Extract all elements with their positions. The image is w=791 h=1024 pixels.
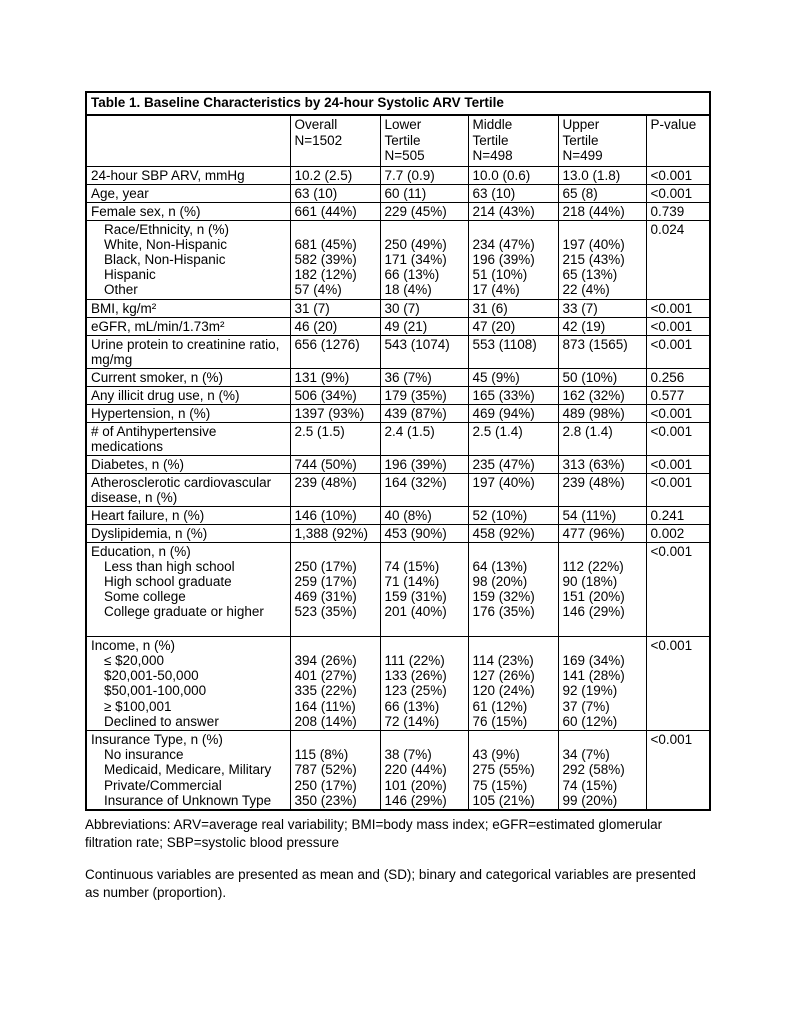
row-label: Atherosclerotic cardiovascular disease, n (%)	[86, 473, 290, 506]
group-item-value: 74 (15%)	[384, 558, 440, 574]
group-item-label: ≤ $20,000	[104, 652, 164, 668]
group-item-value: 215 (43%)	[562, 251, 625, 267]
cell-value: 313 (63%)	[558, 455, 646, 473]
group-item-value: 127 (26%)	[472, 668, 535, 684]
p-value: <0.001	[646, 636, 710, 730]
p-value: 0.024	[646, 220, 710, 299]
cell-value: 50 (10%)	[558, 368, 646, 386]
row-label: Current smoker, n (%)	[86, 368, 290, 386]
group-item-label: High school graduate	[104, 573, 232, 589]
column-header-line: Tertile	[384, 132, 421, 148]
group-value-cell	[558, 636, 646, 730]
p-value: <0.001	[646, 473, 710, 506]
cell-value: 661 (44%)	[290, 202, 380, 220]
column-header	[468, 115, 558, 166]
group-item-value: 250 (17%)	[294, 777, 357, 793]
group-item-label: Insurance of Unknown Type	[104, 792, 272, 808]
group-item-value: 123 (25%)	[384, 683, 447, 699]
group-item-value: 787 (52%)	[294, 762, 357, 778]
table-row	[86, 166, 710, 184]
group-item-value: 133 (26%)	[384, 668, 447, 684]
group-item-value: 401 (27%)	[294, 668, 357, 684]
table-row	[86, 542, 710, 636]
cell-value: 52 (10%)	[468, 506, 558, 524]
p-value: <0.001	[646, 404, 710, 422]
cell-value: 656 (1276)	[290, 335, 380, 368]
group-item-value: 57 (4%)	[294, 282, 342, 298]
group-item-value: 22 (4%)	[562, 282, 610, 298]
table-row	[86, 506, 710, 524]
group-item-value: 17 (4%)	[472, 282, 520, 298]
group-item-value: 92 (19%)	[562, 683, 618, 699]
group-item-label: Hispanic	[104, 267, 156, 283]
cell-value: 33 (7)	[558, 299, 646, 317]
p-value: 0.256	[646, 368, 710, 386]
column-header-line: N=499	[562, 148, 603, 163]
p-value: <0.001	[646, 299, 710, 317]
cell-value: 458 (92%)	[468, 524, 558, 542]
cell-value: 42 (19)	[558, 317, 646, 335]
row-label: Any illicit drug use, n (%)	[86, 386, 290, 404]
blank-line	[563, 732, 642, 747]
table-row	[86, 368, 710, 386]
p-value: 0.739	[646, 202, 710, 220]
blank-line	[473, 544, 554, 559]
blank-line	[295, 544, 376, 559]
table-row	[86, 184, 710, 202]
p-value: <0.001	[646, 166, 710, 184]
cell-value: 7.7 (0.9)	[380, 166, 468, 184]
group-item-value: 61 (12%)	[472, 698, 528, 714]
group-item-value: 71 (14%)	[384, 573, 440, 589]
group-item-label: Black, Non-Hispanic	[104, 251, 226, 267]
group-item-value: 250 (49%)	[384, 236, 447, 252]
cell-value: 13.0 (1.8)	[558, 166, 646, 184]
cell-value: 489 (98%)	[558, 404, 646, 422]
group-item-value: 582 (39%)	[294, 251, 357, 267]
group-value-cell	[380, 542, 468, 636]
group-item-label: ≥ $100,001	[104, 698, 172, 714]
cell-value: 30 (7)	[380, 299, 468, 317]
group-item-value: 90 (18%)	[562, 573, 618, 589]
group-item-value: 151 (20%)	[562, 589, 625, 605]
cell-value: 146 (10%)	[290, 506, 380, 524]
group-item-label: $20,001-50,000	[104, 668, 199, 684]
table-row	[86, 404, 710, 422]
table-header-row	[86, 115, 710, 166]
group-item-value: 220 (44%)	[384, 762, 447, 778]
row-label: Dyslipidemia, n (%)	[86, 524, 290, 542]
abbreviations-note: Abbreviations: ARV=average real variability; BMI=body mass index; eGFR=estimated glomerular filtration rate; SBP=systolic blood pressure	[85, 816, 663, 851]
cell-value: 54 (11%)	[558, 506, 646, 524]
cell-value: 45 (9%)	[468, 368, 558, 386]
p-value: <0.001	[646, 542, 710, 636]
cell-value: 506 (34%)	[290, 386, 380, 404]
table-row	[86, 730, 710, 810]
group-value-cell	[290, 542, 380, 636]
column-header-line: Tertile	[562, 132, 599, 148]
cell-value: 214 (43%)	[468, 202, 558, 220]
group-item-value: 350 (23%)	[294, 792, 357, 808]
group-item-label: Medicaid, Medicare, Military	[104, 762, 272, 778]
cell-value: 2.8 (1.4)	[558, 422, 646, 455]
table-row	[86, 386, 710, 404]
cell-value: 197 (40%)	[468, 473, 558, 506]
group-value-cell	[290, 730, 380, 810]
group-item-value: 171 (34%)	[384, 251, 447, 267]
group-label-cell	[86, 730, 290, 810]
cell-value: 218 (44%)	[558, 202, 646, 220]
group-value-cell	[558, 220, 646, 299]
blank-line	[91, 620, 286, 635]
cell-value: 40 (8%)	[380, 506, 468, 524]
column-header-line: N=498	[472, 148, 513, 163]
group-value-cell	[468, 636, 558, 730]
cell-value: 63 (10)	[468, 184, 558, 202]
group-item-value: 38 (7%)	[384, 747, 432, 763]
group-value-cell	[290, 636, 380, 730]
p-value: <0.001	[646, 184, 710, 202]
table-row	[86, 317, 710, 335]
cell-value: 235 (47%)	[468, 455, 558, 473]
row-label: 24-hour SBP ARV, mmHg	[86, 166, 290, 184]
row-label: BMI, kg/m²	[86, 299, 290, 317]
p-value: <0.001	[646, 422, 710, 455]
group-item-value: 105 (21%)	[472, 792, 535, 808]
group-item-value: 169 (34%)	[562, 652, 625, 668]
cell-value: 179 (35%)	[380, 386, 468, 404]
group-item-value: 51 (10%)	[472, 267, 528, 283]
group-item-value: 469 (31%)	[294, 589, 357, 605]
cell-value: 1397 (93%)	[290, 404, 380, 422]
cell-value: 477 (96%)	[558, 524, 646, 542]
cell-value: 10.2 (2.5)	[290, 166, 380, 184]
group-value-cell	[468, 542, 558, 636]
cell-value: 47 (20)	[468, 317, 558, 335]
cell-value: 453 (90%)	[380, 524, 468, 542]
group-item-value: 250 (17%)	[294, 558, 357, 574]
group-header: Insurance Type, n (%)	[91, 731, 223, 747]
column-header	[380, 115, 468, 166]
blank-line	[295, 732, 376, 747]
table-row	[86, 473, 710, 506]
group-item-value: 197 (40%)	[562, 236, 625, 252]
cell-value: 31 (6)	[468, 299, 558, 317]
group-value-cell	[380, 636, 468, 730]
table-row	[86, 636, 710, 730]
group-item-value: 111 (22%)	[384, 652, 445, 668]
group-item-value: 146 (29%)	[384, 792, 447, 808]
group-item-value: 292 (58%)	[562, 762, 625, 778]
header-empty-cell	[86, 115, 290, 166]
cell-value: 162 (32%)	[558, 386, 646, 404]
baseline-characteristics-table	[85, 91, 711, 811]
row-label: Heart failure, n (%)	[86, 506, 290, 524]
group-label-cell	[86, 636, 290, 730]
column-header-line: N=505	[384, 148, 425, 163]
group-item-value: 394 (26%)	[294, 652, 357, 668]
group-item-value: 76 (15%)	[472, 713, 528, 729]
group-item-value: 146 (29%)	[562, 604, 625, 620]
group-item-value: 159 (31%)	[384, 589, 447, 605]
p-value: <0.001	[646, 335, 710, 368]
column-header-line: P-value	[650, 117, 697, 132]
group-item-value: 112 (22%)	[562, 558, 624, 574]
group-item-value: 201 (40%)	[384, 604, 447, 620]
group-item-value: 65 (13%)	[562, 267, 618, 283]
group-header: Income, n (%)	[91, 637, 176, 653]
blank-line	[473, 222, 554, 237]
cell-value: 2.5 (1.5)	[290, 422, 380, 455]
group-item-value: 681 (45%)	[294, 236, 357, 252]
cell-value: 469 (94%)	[468, 404, 558, 422]
group-label-cell	[86, 220, 290, 299]
group-item-value: 66 (13%)	[384, 267, 440, 283]
presentation-note: Continuous variables are presented as mean and (SD); binary and categorical variables are presented as number (proportion).	[85, 866, 696, 901]
cell-value: 10.0 (0.6)	[468, 166, 558, 184]
column-header	[290, 115, 380, 166]
group-item-value: 75 (15%)	[472, 777, 528, 793]
group-item-label: Other	[104, 282, 138, 298]
blank-line	[385, 544, 464, 559]
column-header	[646, 115, 710, 166]
table-row	[86, 422, 710, 455]
group-header: Race/Ethnicity, n (%)	[104, 221, 230, 237]
row-label: # of Antihypertensive medications	[86, 422, 290, 455]
column-header-line: Upper	[562, 117, 600, 132]
blank-line	[563, 638, 642, 653]
group-item-value: 72 (14%)	[384, 713, 440, 729]
blank-line	[295, 638, 376, 653]
table-row	[86, 299, 710, 317]
table-title-row	[86, 92, 710, 115]
table-container	[85, 91, 713, 903]
group-item-value: 37 (7%)	[562, 698, 610, 714]
cell-value: 36 (7%)	[380, 368, 468, 386]
cell-value: 744 (50%)	[290, 455, 380, 473]
cell-value: 196 (39%)	[380, 455, 468, 473]
table-title: Table 1. Baseline Characteristics by 24-hour Systolic ARV Tertile	[86, 92, 710, 115]
group-value-cell	[290, 220, 380, 299]
cell-value: 439 (87%)	[380, 404, 468, 422]
cell-value: 131 (9%)	[290, 368, 380, 386]
cell-value: 49 (21)	[380, 317, 468, 335]
cell-value: 1,388 (92%)	[290, 524, 380, 542]
group-item-value: 234 (47%)	[472, 236, 535, 252]
row-label: Urine protein to creatinine ratio, mg/mg	[86, 335, 290, 368]
group-item-label: White, Non-Hispanic	[104, 236, 228, 252]
column-header-line: Middle	[472, 117, 513, 132]
table-row	[86, 202, 710, 220]
group-item-label: No insurance	[104, 747, 184, 763]
cell-value: 31 (7)	[290, 299, 380, 317]
blank-line	[473, 732, 554, 747]
group-item-value: 182 (12%)	[294, 267, 357, 283]
group-item-value: 34 (7%)	[562, 747, 610, 763]
cell-value: 60 (11)	[380, 184, 468, 202]
group-value-cell	[558, 730, 646, 810]
group-item-value: 114 (23%)	[472, 652, 534, 668]
cell-value: 164 (32%)	[380, 473, 468, 506]
row-label: Age, year	[86, 184, 290, 202]
group-value-cell	[558, 542, 646, 636]
group-value-cell	[468, 220, 558, 299]
cell-value: 873 (1565)	[558, 335, 646, 368]
blank-line	[385, 732, 464, 747]
p-value: 0.241	[646, 506, 710, 524]
table-row	[86, 220, 710, 299]
cell-value: 46 (20)	[290, 317, 380, 335]
group-item-value: 196 (39%)	[472, 251, 535, 267]
column-header-line: Overall	[294, 117, 338, 132]
group-value-cell	[468, 730, 558, 810]
column-header	[558, 115, 646, 166]
group-item-value: 208 (14%)	[294, 713, 357, 729]
blank-line	[385, 638, 464, 653]
group-item-value: 335 (22%)	[294, 683, 357, 699]
group-item-value: 176 (35%)	[472, 604, 535, 620]
row-label: Female sex, n (%)	[86, 202, 290, 220]
table-row	[86, 335, 710, 368]
row-label: Diabetes, n (%)	[86, 455, 290, 473]
group-item-label: $50,001-100,000	[104, 683, 207, 699]
cell-value: 543 (1074)	[380, 335, 468, 368]
table-row	[86, 524, 710, 542]
group-item-value: 115 (8%)	[294, 747, 349, 763]
group-item-value: 120 (24%)	[472, 683, 535, 699]
group-item-label: College graduate or higher	[104, 604, 264, 620]
p-value: <0.001	[646, 317, 710, 335]
column-header-line: Lower	[384, 117, 422, 132]
group-label-cell	[86, 542, 290, 636]
group-item-value: 275 (55%)	[472, 762, 535, 778]
blank-line	[295, 222, 376, 237]
group-header: Education, n (%)	[91, 543, 191, 559]
p-value: 0.577	[646, 386, 710, 404]
cell-value: 165 (33%)	[468, 386, 558, 404]
table-row	[86, 455, 710, 473]
group-item-value: 99 (20%)	[562, 792, 618, 808]
p-value: 0.002	[646, 524, 710, 542]
group-item-label: Private/Commercial	[104, 777, 222, 793]
row-label: Hypertension, n (%)	[86, 404, 290, 422]
group-item-value: 101 (20%)	[384, 777, 447, 793]
p-value: <0.001	[646, 455, 710, 473]
row-label: eGFR, mL/min/1.73m²	[86, 317, 290, 335]
group-item-value: 66 (13%)	[384, 698, 440, 714]
group-item-value: 60 (12%)	[562, 713, 618, 729]
group-item-value: 523 (35%)	[294, 604, 357, 620]
column-header-line: N=1502	[294, 132, 343, 148]
blank-line	[473, 638, 554, 653]
blank-line	[563, 222, 642, 237]
group-item-value: 98 (20%)	[472, 573, 528, 589]
group-item-value: 64 (13%)	[472, 558, 528, 574]
cell-value: 65 (8)	[558, 184, 646, 202]
group-item-value: 141 (28%)	[562, 668, 625, 684]
cell-value: 239 (48%)	[558, 473, 646, 506]
group-item-value: 164 (11%)	[294, 698, 356, 714]
group-item-value: 74 (15%)	[562, 777, 618, 793]
p-value: <0.001	[646, 730, 710, 810]
cell-value: 239 (48%)	[290, 473, 380, 506]
group-item-value: 259 (17%)	[294, 573, 357, 589]
group-value-cell	[380, 730, 468, 810]
group-value-cell	[380, 220, 468, 299]
blank-line	[563, 544, 642, 559]
group-item-value: 18 (4%)	[384, 282, 432, 298]
table-body	[86, 92, 710, 810]
group-item-label: Less than high school	[104, 558, 235, 574]
cell-value: 553 (1108)	[468, 335, 558, 368]
group-item-label: Some college	[104, 589, 186, 605]
cell-value: 2.5 (1.4)	[468, 422, 558, 455]
cell-value: 63 (10)	[290, 184, 380, 202]
cell-value: 2.4 (1.5)	[380, 422, 468, 455]
blank-line	[385, 222, 464, 237]
group-item-value: 43 (9%)	[472, 747, 520, 763]
group-item-label: Declined to answer	[104, 713, 219, 729]
group-item-value: 159 (32%)	[472, 589, 535, 605]
column-header-line: Tertile	[472, 132, 509, 148]
cell-value: 229 (45%)	[380, 202, 468, 220]
